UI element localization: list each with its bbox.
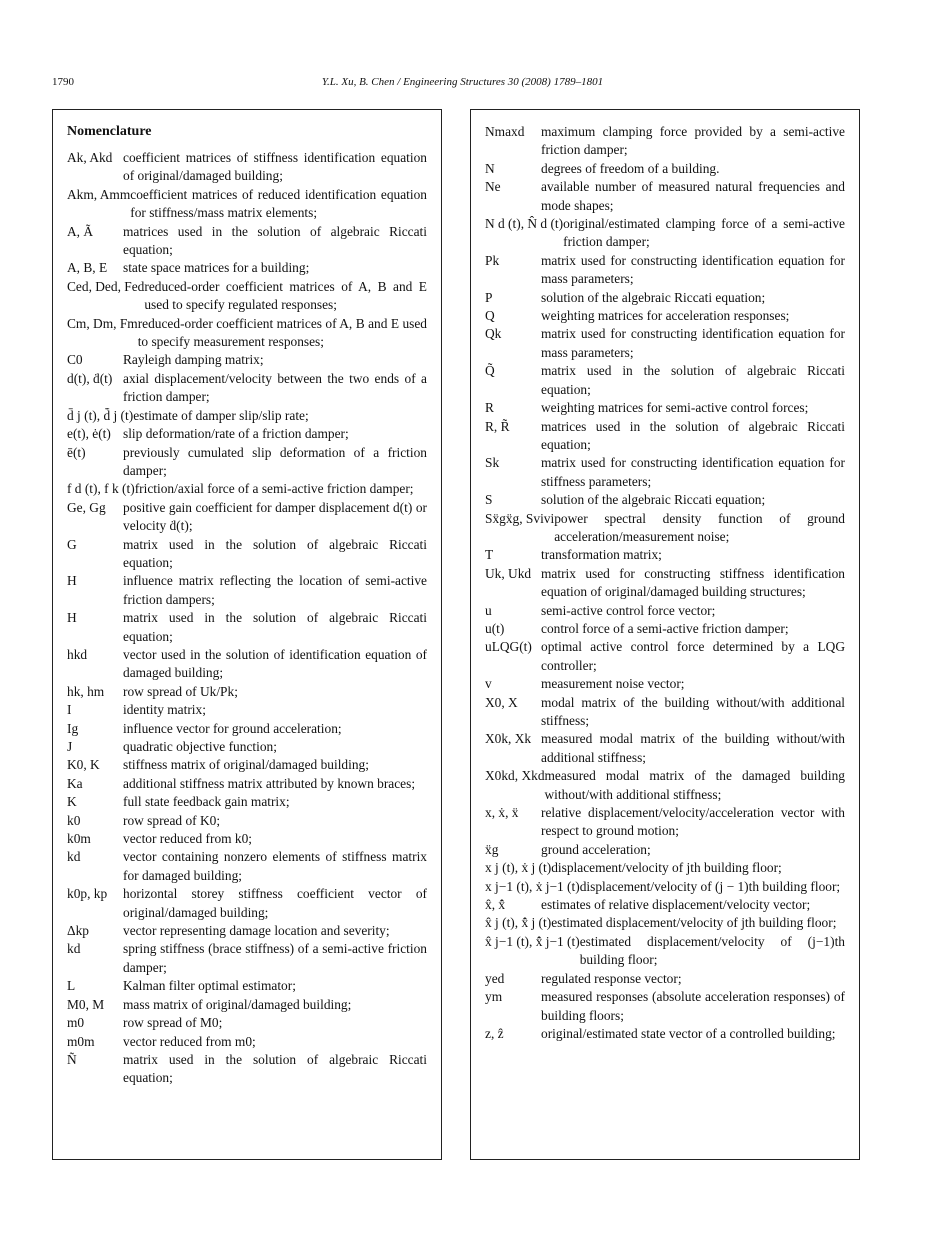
nomenclature-symbol: v (485, 676, 492, 692)
nomenclature-description: ground acceleration; (541, 841, 651, 857)
nomenclature-symbol: L (67, 978, 76, 994)
nomenclature-description: positive gain coefficient for damper displacement d(t) or velocity ḋ(t); (123, 499, 427, 534)
nomenclature-symbol: kd (67, 941, 81, 957)
nomenclature-entry (67, 480, 427, 498)
nomenclature-entry (485, 602, 845, 620)
nomenclature-description: control force of a semi-active friction damper; (541, 620, 789, 636)
page-number: 1790 (52, 76, 74, 88)
nomenclature-symbol: Ñ (67, 1051, 77, 1067)
nomenclature-entry (485, 694, 845, 731)
nomenclature-description: influence vector for ground acceleration; (123, 720, 342, 736)
nomenclature-entry (485, 620, 845, 638)
nomenclature-entry (485, 491, 845, 509)
nomenclature-symbol: H (67, 610, 77, 626)
nomenclature-symbol: Ced, Ded, Fed (67, 278, 145, 294)
nomenclature-symbol: X0, X (485, 694, 518, 710)
nomenclature-description: original/estimated state vector of a controlled building; (541, 1025, 836, 1041)
running-title: Y.L. Xu, B. Chen / Engineering Structures 30 (2008) 1789–1801 (321, 76, 604, 88)
nomenclature-description: measured modal matrix of the damaged building without/with additional stiffness; (544, 768, 845, 802)
nomenclature-description: original/estimated clamping force of a semi-active friction damper; (563, 216, 845, 250)
nomenclature-entry (485, 1025, 845, 1043)
nomenclature-entry (67, 701, 427, 719)
nomenclature-symbol: u(t) (485, 620, 505, 636)
nomenclature-entry (485, 307, 845, 325)
nomenclature-description: stiffness matrix of original/damaged building; (123, 757, 369, 773)
nomenclature-description: solution of the algebraic Riccati equation; (541, 289, 766, 305)
nomenclature-symbol: kd (67, 849, 81, 865)
nomenclature-description: coefficient matrices of stiffness identification equation of original/damaged building; (123, 150, 427, 184)
nomenclature-description: measured responses (absolute acceleration responses) of building floors; (541, 989, 845, 1023)
nomenclature-box-left (52, 109, 442, 1160)
nomenclature-description: regulated response vector; (541, 970, 682, 986)
nomenclature-entry (67, 499, 427, 536)
nomenclature-description: mass matrix of original/damaged building; (123, 996, 352, 1012)
nomenclature-description: matrix used for constructing identification equation for mass parameters; (541, 326, 845, 360)
nomenclature-symbol: z, ẑ (485, 1025, 504, 1041)
nomenclature-symbol: N d (t), N̂ d (t) (485, 216, 564, 232)
nomenclature-entry (67, 848, 427, 885)
nomenclature-description: measurement noise vector; (541, 676, 685, 692)
nomenclature-symbol: Pk (485, 252, 500, 268)
nomenclature-description: vector used in the solution of identification equation of damaged building; (123, 646, 427, 681)
nomenclature-symbol: X0kd, Xkd (485, 768, 545, 784)
nomenclature-entry (485, 804, 845, 841)
nomenclature-entry (485, 215, 845, 252)
nomenclature-description: axial displacement/velocity between the two ends of a friction damper; (123, 370, 427, 405)
nomenclature-description: identity matrix; (123, 702, 206, 718)
nomenclature-description: matrix used in the solution of algebraic Riccati equation; (123, 1051, 427, 1086)
nomenclature-list-left (67, 149, 427, 1088)
nomenclature-description: full state feedback gain matrix; (123, 794, 290, 810)
nomenclature-entry (485, 160, 845, 178)
nomenclature-entry (67, 940, 427, 977)
nomenclature-entry (67, 149, 427, 186)
nomenclature-description: vector reduced from k0; (123, 831, 253, 847)
nomenclature-symbol: Ge, Gg (67, 499, 106, 515)
nomenclature-symbol: x j (t), ẋ j (t) (485, 860, 552, 876)
nomenclature-entry (67, 407, 427, 425)
nomenclature-symbol: ē(t) (67, 444, 86, 460)
nomenclature-description: coefficient matrices of reduced identification equation for stiffness/mass matrix elements; (130, 186, 427, 221)
nomenclature-symbol: ẍg (485, 841, 499, 857)
nomenclature-description: friction/axial force of a semi-active friction damper; (134, 481, 414, 497)
nomenclature-symbol: Ak, Akd (67, 150, 113, 165)
nomenclature-entry (485, 546, 845, 564)
nomenclature-description: vector containing nonzero elements of stiffness matrix for damaged building; (123, 849, 427, 883)
nomenclature-list-right (485, 123, 845, 1043)
nomenclature-entry (67, 922, 427, 940)
nomenclature-entry (67, 812, 427, 830)
nomenclature-description: matrix used for constructing identification equation for stiffness parameters; (541, 455, 845, 489)
nomenclature-symbol: d(t), ḋ(t) (67, 370, 113, 386)
nomenclature-description: row spread of Uk/Pk; (123, 683, 238, 699)
nomenclature-description: matrix used in the solution of algebraic Riccati equation; (541, 363, 845, 397)
nomenclature-entry (67, 775, 427, 793)
nomenclature-description: estimate of damper slip/slip rate; (133, 407, 309, 423)
section-title: Nomenclature (67, 124, 152, 139)
nomenclature-description: influence matrix reflecting the location of semi-active friction dampers; (123, 573, 427, 607)
nomenclature-symbol: R (485, 400, 494, 416)
nomenclature-symbol: k0p, kp (67, 886, 108, 902)
nomenclature-description: matrices used in the solution of algebraic Riccati equation; (123, 223, 427, 258)
nomenclature-symbol: S (485, 492, 493, 508)
nomenclature-entry (67, 885, 427, 922)
nomenclature-symbol: x j−1 (t), ẋ j−1 (t) (485, 878, 580, 894)
nomenclature-entry (67, 223, 427, 260)
nomenclature-symbol: hk, hm (67, 683, 105, 699)
nomenclature-symbol: H (67, 573, 77, 589)
nomenclature-description: maximum clamping force provided by a semi-active friction damper; (541, 124, 845, 158)
nomenclature-description: estimated displacement/velocity of jth building floor; (551, 915, 837, 931)
nomenclature-entry (67, 683, 427, 701)
nomenclature-symbol: d̄ j (t), d̄̇ j (t) (67, 407, 134, 423)
nomenclature-entry (485, 399, 845, 417)
nomenclature-symbol: C0 (67, 352, 83, 368)
nomenclature-symbol: K0, K (67, 757, 100, 773)
nomenclature-description: optimal active control force determined by a LQG controller; (541, 639, 845, 673)
nomenclature-description: transformation matrix; (541, 547, 662, 563)
nomenclature-symbol: uLQG(t) (485, 639, 532, 655)
nomenclature-description: spring stiffness (brace stiffness) of a semi-active friction damper; (123, 941, 427, 975)
nomenclature-entry (67, 572, 427, 609)
nomenclature-symbol: k0 (67, 812, 81, 828)
nomenclature-entry (67, 977, 427, 995)
nomenclature-entry (67, 1033, 427, 1051)
page-header (0, 76, 925, 92)
nomenclature-description: semi-active control force vector; (541, 602, 716, 618)
nomenclature-entry (67, 738, 427, 756)
nomenclature-description: row spread of M0; (123, 1015, 223, 1031)
nomenclature-entry (485, 914, 845, 932)
nomenclature-entry (67, 720, 427, 738)
nomenclature-description: matrix used in the solution of algebraic Riccati equation; (123, 536, 427, 570)
nomenclature-symbol: Sk (485, 455, 500, 471)
nomenclature-entry (67, 756, 427, 774)
nomenclature-symbol: k0m (67, 831, 91, 847)
nomenclature-entry (485, 896, 845, 914)
nomenclature-description: vector reduced from m0; (123, 1033, 256, 1049)
nomenclature-entry (485, 510, 845, 547)
nomenclature-symbol: x̂, x̂̇ (485, 897, 506, 913)
nomenclature-description: matrices used in the solution of algebraic Riccati equation; (541, 418, 845, 452)
nomenclature-description: estimates of relative displacement/velocity vector; (541, 897, 811, 913)
nomenclature-symbol: K (67, 794, 77, 810)
nomenclature-symbol: J (67, 739, 73, 754)
nomenclature-symbol: T (485, 547, 494, 563)
nomenclature-entry (485, 289, 845, 307)
nomenclature-symbol: Uk, Ukd (485, 565, 532, 581)
nomenclature-description: additional stiffness matrix attributed by known braces; (123, 775, 416, 791)
nomenclature-entry (67, 996, 427, 1014)
nomenclature-description: state space matrices for a building; (123, 260, 310, 276)
nomenclature-symbol: R, R̃ (485, 418, 510, 434)
nomenclature-entry (67, 1051, 427, 1088)
nomenclature-description: Rayleigh damping matrix; (123, 352, 264, 368)
nomenclature-entry (485, 638, 845, 675)
nomenclature-description: modal matrix of the building without/with additional stiffness; (541, 694, 845, 728)
nomenclature-description: measured modal matrix of the building without/with additional stiffness; (541, 731, 845, 765)
nomenclature-entry (485, 730, 845, 767)
nomenclature-description: slip deformation/rate of a friction damper; (123, 426, 349, 442)
nomenclature-symbol: G (67, 536, 77, 552)
nomenclature-description: solution of the algebraic Riccati equation; (541, 492, 766, 508)
nomenclature-description: reduced-order coefficient matrices of A, B and E used to specify measurement responses; (137, 315, 427, 350)
nomenclature-symbol: x̂ j−1 (t), x̂̇ j−1 (t) (485, 933, 580, 949)
nomenclature-description: estimated displacement/velocity of (j−1)th building floor; (579, 933, 845, 968)
nomenclature-description: power spectral density function of ground acceleration/measurement noise; (554, 510, 845, 544)
nomenclature-symbol: ym (485, 989, 503, 1005)
nomenclature-entry (67, 278, 427, 315)
nomenclature-description: matrix used in the solution of algebraic Riccati equation; (123, 610, 427, 644)
nomenclature-description: quadratic objective function; (123, 739, 277, 754)
nomenclature-entry (485, 252, 845, 289)
nomenclature-symbol: X0k, Xk (485, 731, 532, 747)
nomenclature-entry (485, 178, 845, 215)
nomenclature-description: matrix used for constructing stiffness identification equation of original/damaged building structures; (541, 565, 845, 600)
nomenclature-entry (485, 859, 845, 877)
nomenclature-description: weighting matrices for acceleration responses; (541, 308, 790, 324)
nomenclature-entry (67, 793, 427, 811)
nomenclature-symbol: M0, M (67, 996, 105, 1012)
nomenclature-entry (67, 444, 427, 481)
nomenclature-entry (67, 315, 427, 352)
nomenclature-symbol: Q (485, 308, 495, 324)
nomenclature-entry (485, 970, 845, 988)
nomenclature-symbol: hkd (67, 646, 88, 662)
nomenclature-entry (67, 1014, 427, 1032)
nomenclature-symbol: Q̃ (485, 363, 495, 379)
nomenclature-entry (67, 646, 427, 683)
nomenclature-entry (67, 186, 427, 223)
nomenclature-symbol: I (67, 702, 72, 718)
nomenclature-entry (485, 933, 845, 970)
nomenclature-entry (67, 830, 427, 848)
nomenclature-description: reduced-order coefficient matrices of A, B and E used to specify regulated responses; (144, 278, 427, 313)
nomenclature-entry (485, 841, 845, 859)
nomenclature-symbol: m0 (67, 1015, 85, 1031)
nomenclature-symbol: e(t), ė(t) (67, 426, 111, 442)
nomenclature-entry (485, 362, 845, 399)
nomenclature-description: matrix used for constructing identification equation for mass parameters; (541, 252, 845, 287)
nomenclature-symbol: m0m (67, 1033, 95, 1049)
nomenclature-entry (485, 325, 845, 362)
nomenclature-entry (67, 370, 427, 407)
nomenclature-symbol: Qk (485, 326, 502, 342)
nomenclature-description: weighting matrices for semi-active control forces; (541, 400, 809, 416)
nomenclature-symbol: Akm, Amm (67, 186, 131, 202)
nomenclature-symbol: Ig (67, 720, 79, 736)
nomenclature-symbol: A, Ã (67, 223, 94, 239)
nomenclature-symbol: Δkp (67, 923, 90, 939)
nomenclature-description: relative displacement/velocity/acceleration vector with respect to ground motion; (541, 805, 845, 839)
nomenclature-symbol: N (485, 160, 495, 176)
nomenclature-symbol: Nmaxd (485, 124, 525, 139)
nomenclature-symbol: Sẍgẍg, Svivi (485, 510, 555, 526)
nomenclature-symbol: f d (t), f k (t) (67, 481, 135, 497)
nomenclature-entry (485, 565, 845, 602)
nomenclature-box-right (470, 109, 860, 1160)
nomenclature-entry (485, 123, 845, 160)
nomenclature-entry (67, 351, 427, 369)
nomenclature-entry (485, 675, 845, 693)
nomenclature-symbol: x, ẋ, ẍ (485, 805, 519, 821)
nomenclature-symbol: yed (485, 970, 505, 986)
nomenclature-symbol: Ne (485, 179, 501, 195)
nomenclature-entry (67, 536, 427, 573)
nomenclature-description: previously cumulated slip deformation of a friction damper; (123, 444, 427, 478)
nomenclature-description: displacement/velocity of (j − 1)th building floor; (579, 878, 841, 894)
nomenclature-symbol: x̂ j (t), x̂̇ j (t) (485, 915, 552, 931)
nomenclature-symbol: A, B, E (67, 260, 108, 276)
nomenclature-entry (485, 454, 845, 491)
nomenclature-entry (485, 988, 845, 1025)
nomenclature-entry (67, 609, 427, 646)
nomenclature-description: Kalman filter optimal estimator; (123, 978, 296, 994)
nomenclature-entry (67, 259, 427, 277)
nomenclature-entry (485, 767, 845, 804)
nomenclature-description: row spread of K0; (123, 812, 221, 828)
nomenclature-entry (485, 418, 845, 455)
nomenclature-description: available number of measured natural frequencies and mode shapes; (541, 179, 845, 213)
nomenclature-description: horizontal storey stiffness coefficient vector of original/damaged building; (123, 886, 427, 920)
nomenclature-description: degrees of freedom of a building. (541, 160, 720, 176)
nomenclature-symbol: u (485, 602, 492, 618)
nomenclature-symbol: P (485, 289, 493, 305)
nomenclature-entry (485, 878, 845, 896)
nomenclature-description: displacement/velocity of jth building floor; (551, 860, 782, 876)
nomenclature-symbol: Ka (67, 775, 83, 791)
nomenclature-symbol: Cm, Dm, Fm (67, 315, 138, 331)
nomenclature-description: vector representing damage location and severity; (123, 923, 390, 939)
nomenclature-entry (67, 425, 427, 443)
